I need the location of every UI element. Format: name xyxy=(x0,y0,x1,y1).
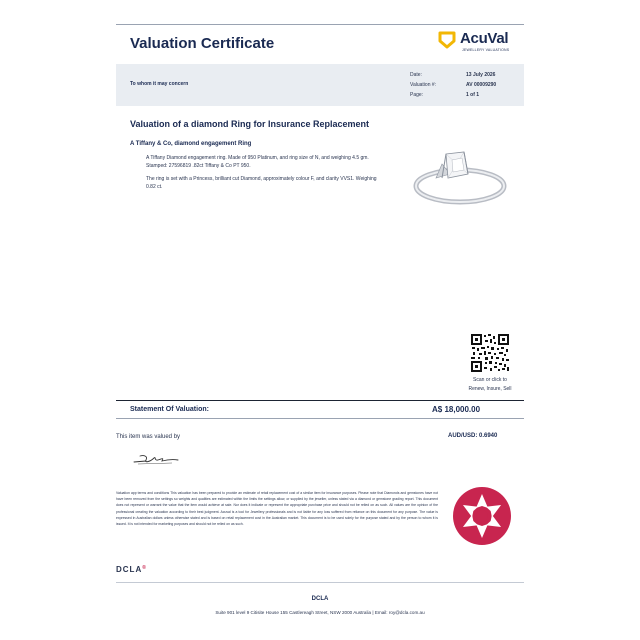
divider xyxy=(116,400,524,401)
stone-description: The ring is set with a Princess, brilliant cut Diamond, approximately colour F, and clarity VVS1. Weighing 0.82 ct. xyxy=(146,176,377,190)
acuval-logo xyxy=(438,29,524,59)
valuation-certificate xyxy=(116,24,524,624)
meta-band xyxy=(116,64,524,106)
ring-image xyxy=(406,140,510,214)
qr-caption xyxy=(454,376,526,394)
meta-value: AV 00009290 xyxy=(466,82,497,88)
fx-rate: AUD/USD: 0.6940 xyxy=(448,433,498,439)
valuer-signature xyxy=(132,452,192,466)
qr-caption-line2: Renew, Insure, Sell xyxy=(468,386,512,392)
meta-label: Valuation #: xyxy=(410,82,437,88)
qr-code[interactable] xyxy=(470,333,510,373)
certificate-header xyxy=(116,25,524,63)
acuval-logo-icon xyxy=(438,31,456,49)
logo-text: AcuVal xyxy=(460,30,509,47)
certificate-title: Valuation Certificate xyxy=(130,35,275,52)
meta-label: Date: xyxy=(410,72,422,78)
meta-value: 1 of 1 xyxy=(466,92,480,98)
valued-by-text: This item was valued by xyxy=(116,434,181,440)
logo-subtext: JEWELLERY VALUATIONS xyxy=(462,48,510,52)
meta-value: 13 July 2026 xyxy=(466,72,496,78)
item-description: A Tiffany Diamond engagement ring. Made of 950 Platinum, and ring size of N, and weighing 4.5 gm. Stamped: 27596819 .82ct Tiffany & Co PT 950. xyxy=(146,155,369,169)
registered-mark: ® xyxy=(142,565,147,571)
dcla-logo xyxy=(116,565,147,574)
dcla-logo-text: DCLA xyxy=(116,565,143,574)
statement-value: A$ 18,000.00 xyxy=(432,405,481,414)
footer-divider xyxy=(116,582,524,583)
section-title: Valuation of a diamond Ring for Insurance Replacement xyxy=(130,119,370,129)
meta-label: Page: xyxy=(410,92,424,98)
item-title: A Tiffany & Co, diamond engagement Ring xyxy=(130,141,252,147)
divider xyxy=(116,418,524,419)
footer-company: DCLA xyxy=(311,596,329,602)
statement-label: Statement Of Valuation: xyxy=(130,406,209,413)
dcla-badge-icon xyxy=(452,486,512,546)
addressee: To whom it may concern xyxy=(130,81,189,87)
qr-caption-line1: Scan or click to xyxy=(473,377,507,383)
footer-address: Suite 901 level 9 Citisite House 155 Castlereagh Street, NSW 2000 Australia | Email: roy@dcla.com.au xyxy=(215,610,425,615)
terms-and-conditions: Valuation app terms and conditions This valuation has been prepared to provide an estimate of retail replacement cost of a similar item for insurance purposes. Please note that Diamonds and gemstones have not have been removed from the settings so weights and qualities are estimated within the limits the settings allow, or supplied by the jeweller, unless stated via a diamond or gemstone grading report. This document does not represent or warrant the value that the item would achieve at sale. Nor does it indicate or represent the appropriate purchase price and should not be relied on as such. All values are the opinion of the professional creating the valuation according to their best judgment. Acuval is a tool for Jewellery professionals and is not liable for any loss suffered from reliance on this document for any purpose. The value is expressed in Australian dollars unless otherwise stated and is based on retail replacement cost in the Australian market. This document is to be used solely for the purpose stated and by the person to whom it is issued. It is not intended for marketing purposes and should not be relied on as such. xyxy=(116,491,438,527)
